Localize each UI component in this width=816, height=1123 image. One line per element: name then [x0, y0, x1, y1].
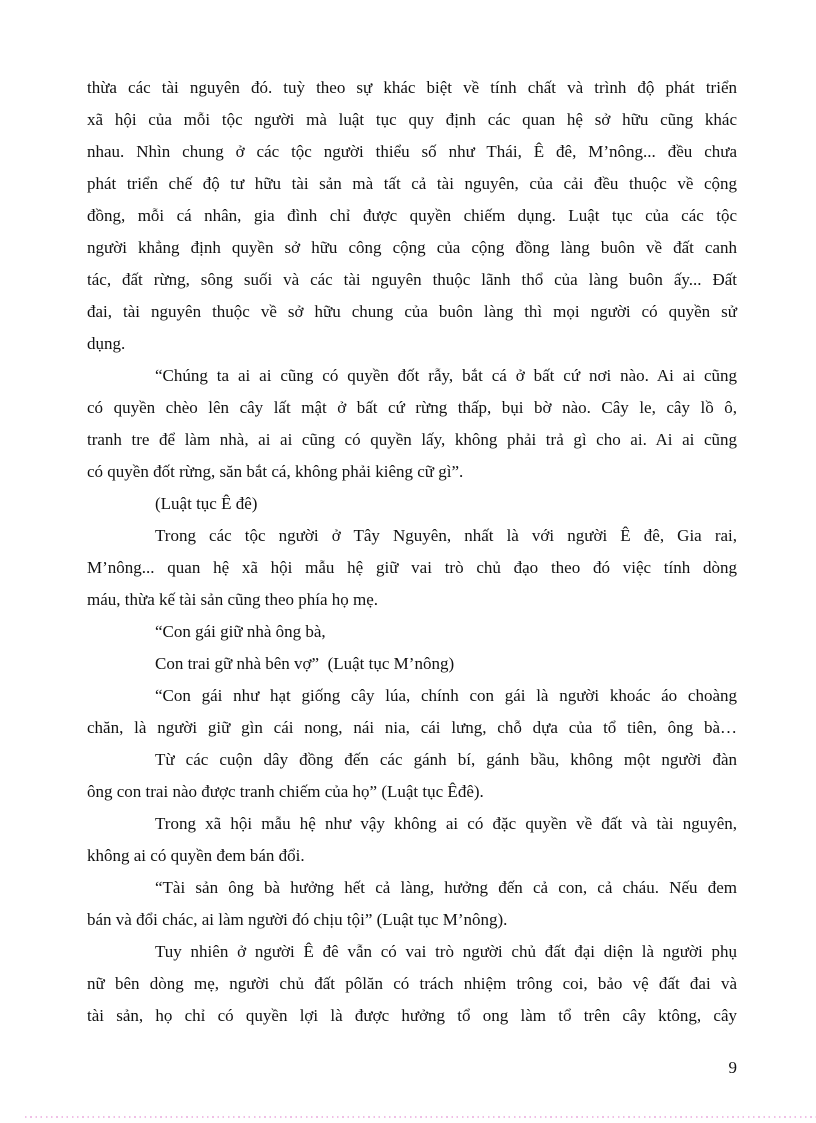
text-line: thừa các tài nguyên đó. tuỳ theo sự khác biệt về tính chất và trình độ phát triển — [87, 78, 737, 97]
text-line: nhau. Nhìn chung ở các tộc người thiểu số như Thái, Ê đê, M’nông... đều chưa — [87, 142, 737, 161]
text-line: Con trai gữ nhà bên vợ” (Luật tục M’nông) — [155, 654, 455, 673]
text-line: Trong xã hội mẫu hệ như vậy không ai có đặc quyền về đất và tài nguyên, — [155, 814, 737, 833]
text-line: “Con gái giữ nhà ông bà, — [155, 622, 326, 641]
text-line: “Tài sản ông bà hưởng hết cả làng, hưởng đến cả con, cả cháu. Nếu đem — [155, 878, 737, 897]
text-line: tác, đất rừng, sông suối và các tài nguyên thuộc lãnh thổ của làng buôn ấy... Đất — [87, 270, 737, 289]
text-line: có quyền chèo lên cây lất mật ở bất cứ rừng thấp, bụi bờ nào. Cây le, cây lồ ô, — [87, 398, 737, 417]
text-line: “Chúng ta ai ai cũng có quyền đốt rẫy, bắt cá ở bất cứ nơi nào. Ai ai cũng — [155, 366, 737, 385]
text-line: chăn, là người giữ gìn cái nong, nái nia, cái lưng, chỗ dựa của tổ tiên, ông bà… — [87, 718, 737, 737]
text-line: Từ các cuộn dây đồng đến các gánh bí, gánh bầu, không một người đàn — [155, 750, 737, 769]
document-body-text — [87, 72, 737, 1032]
text-line: đai, tài nguyên thuộc về sở hữu chung của buôn làng thì mọi người có quyền sử — [87, 302, 737, 321]
text-line: bán và đổi chác, ai làm người đó chịu tội” (Luật tục M’nông). — [87, 910, 508, 929]
text-line: người khẳng định quyền sở hữu công cộng của cộng đồng làng buôn về đất canh — [87, 238, 737, 257]
page-break-dotted-line — [25, 1116, 816, 1118]
text-line: tranh tre để làm nhà, ai ai cũng có quyền lấy, không phải trả gì cho ai. Ai ai cũng — [87, 430, 737, 449]
text-line: không ai có quyền đem bán đổi. — [87, 846, 305, 865]
text-line: máu, thừa kế tài sản cũng theo phía họ mẹ. — [87, 590, 379, 609]
text-line: phát triển chế độ tư hữu tài sản mà tất cả tài nguyên, của cải đều thuộc về cộng — [87, 174, 737, 193]
text-line: M’nông... quan hệ xã hội mẫu hệ giữ vai trò chủ đạo theo đó việc tính dòng — [87, 558, 737, 577]
text-line: nữ bên dòng mẹ, người chủ đất pôlăn có trách nhiệm trông coi, bảo vệ đất đai và — [87, 974, 737, 993]
text-line: ông con trai nào được tranh chiếm của họ” (Luật tục Êđê). — [87, 782, 484, 801]
text-line: dụng. — [87, 334, 126, 353]
text-line: có quyền đốt rừng, săn bắt cá, không phải kiêng cữ gì”. — [87, 462, 464, 481]
page-number: 9 — [728, 1058, 737, 1077]
text-line: tài sản, họ chỉ có quyền lợi là được hưởng tổ ong làm tổ trên cây ktông, cây — [87, 1006, 737, 1025]
text-line: xã hội của mỗi tộc người mà luật tục quy định các quan hệ sở hữu cũng khác — [87, 110, 737, 129]
text-line: đồng, mỗi cá nhân, gia đình chỉ được quyền chiếm dụng. Luật tục của các tộc — [87, 206, 737, 225]
text-line: Trong các tộc người ở Tây Nguyên, nhất là với người Ê đê, Gia rai, — [155, 526, 737, 545]
text-line: Tuy nhiên ở người Ê đê vẫn có vai trò người chủ đất đại diện là người phụ — [155, 942, 737, 961]
text-line: “Con gái như hạt giống cây lúa, chính con gái là người khoác áo choàng — [155, 686, 737, 705]
text-line: (Luật tục Ê đê) — [155, 494, 258, 513]
